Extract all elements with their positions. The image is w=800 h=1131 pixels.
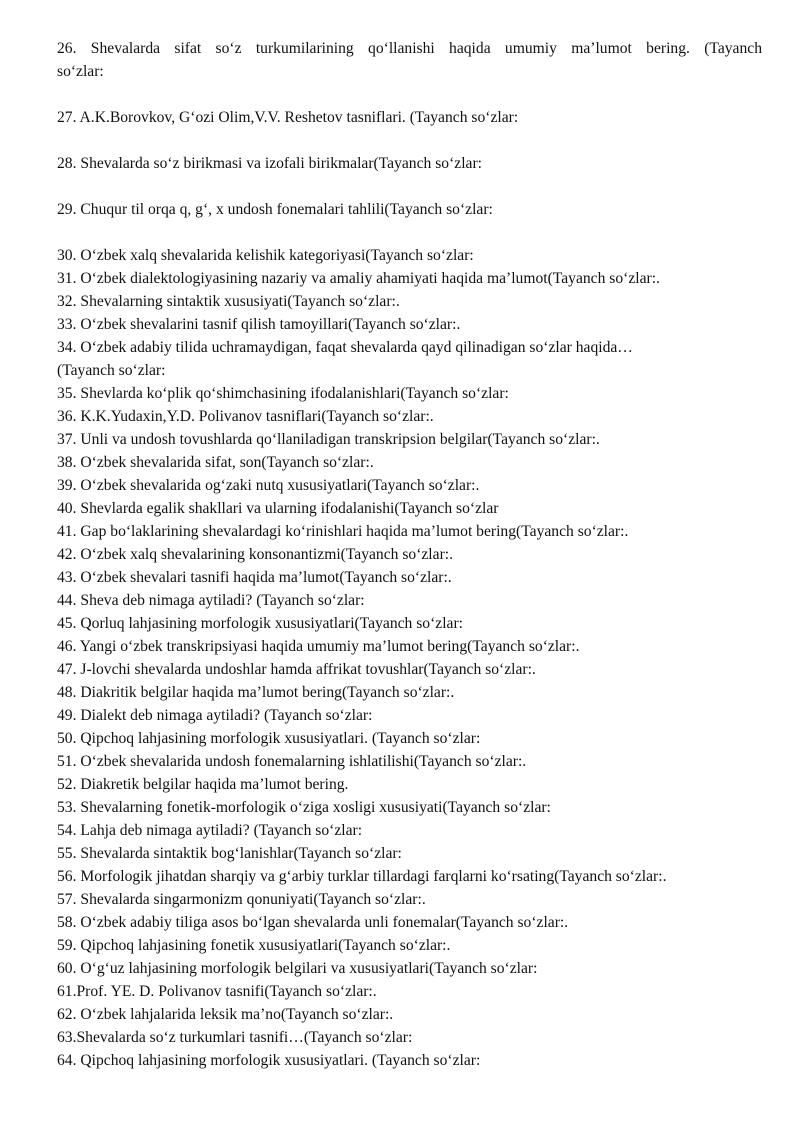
question-line: 31. O‘zbek dialektologiyasining nazariy va amaliy ahamiyati haqida ma’lumot(Tayanch so‘zlar:. (57, 270, 660, 287)
question-line: 62. O‘zbek lahjalarida leksik ma’no(Tayanch so‘zlar:. (57, 1006, 394, 1023)
question-line: 32. Shevalarning sintaktik xususiyati(Tayanch so‘zlar:. (57, 293, 400, 310)
question-line: 57. Shevalarda singarmonizm qonuniyati(Tayanch so‘zlar:. (57, 891, 426, 908)
blank-line (57, 83, 762, 106)
question-line: 58. O‘zbek adabiy tiliga asos bo‘lgan shevalarda unli fonemalar(Tayanch so‘zlar:. (57, 914, 569, 931)
question-line: 29. Chuqur til orqa q, g‘, x undosh fonemalari tahlili(Tayanch so‘zlar: (57, 201, 493, 218)
question-line: 55. Shevalarda sintaktik bog‘lanishlar(Tayanch so‘zlar: (57, 845, 402, 862)
question-line: 39. O‘zbek shevalarida og‘zaki nutq xususiyatlari(Tayanch so‘zlar:. (57, 477, 480, 494)
question-line: 54. Lahja deb nimaga aytiladi? (Tayanch so‘zlar: (57, 822, 363, 839)
question-line: 36. K.K.Yudaxin,Y.D. Polivanov tasniflari(Tayanch so‘zlar:. (57, 408, 434, 425)
question-line: 42. O‘zbek xalq shevalarining konsonantizmi(Tayanch so‘zlar:. (57, 546, 453, 563)
question-line: 38. O‘zbek shevalarida sifat, son(Tayanch so‘zlar:. (57, 454, 374, 471)
question-line: 40. Shevlarda egalik shakllari va ularning ifodalanishi(Tayanch so‘zlar (57, 500, 499, 517)
question-line: 45. Qorluq lahjasining morfologik xususiyatlari(Tayanch so‘zlar: (57, 615, 463, 632)
question-line: 46. Yangi o‘zbek transkripsiyasi haqida umumiy ma’lumot bering(Tayanch so‘zlar:. (57, 638, 580, 655)
question-line: 41. Gap bo‘laklarining shevalardagi ko‘rinishlari haqida ma’lumot bering(Tayanch so‘zlar:. (57, 523, 629, 540)
question-line: 35. Shevlarda ko‘plik qo‘shimchasining ifodalanishlari(Tayanch so‘zlar: (57, 385, 509, 402)
question-line: 59. Qipchoq lahjasining fonetik xususiyatlari(Tayanch so‘zlar:. (57, 937, 451, 954)
question-line: 64. Qipchoq lahjasining morfologik xususiyatlari. (Tayanch so‘zlar: (57, 1052, 481, 1069)
question-line: 48. Diakritik belgilar haqida ma’lumot bering(Tayanch so‘zlar:. (57, 684, 455, 701)
question-line: 26. Shevalarda sifat so‘z turkumilarining qo‘llanishi haqida umumiy ma’lumot bering. (Tayanch (57, 40, 762, 57)
blank-line (57, 221, 762, 244)
question-line: 27. A.K.Borovkov, G‘ozi Olim,V.V. Reshetov tasniflari. (Tayanch so‘zlar: (57, 109, 519, 126)
question-line: 37. Unli va undosh tovushlarda qo‘llaniladigan transkripsion belgilar(Tayanch so‘zlar:. (57, 431, 600, 448)
question-line: 47. J-lovchi shevalarda undoshlar hamda affrikat tovushlar(Tayanch so‘zlar:. (57, 661, 536, 678)
question-line: 28. Shevalarda so‘z birikmasi va izofali birikmalar(Tayanch so‘zlar: (57, 155, 482, 172)
question-line: 30. O‘zbek xalq shevalarida kelishik kategoriyasi(Tayanch so‘zlar: (57, 247, 474, 264)
question-line: 60. O‘g‘uz lahjasining morfologik belgilari va xususiyatlari(Tayanch so‘zlar: (57, 960, 538, 977)
question-line: 63.Shevalarda so‘z turkumlari tasnifi…(Tayanch so‘zlar: (57, 1029, 413, 1046)
question-line: 53. Shevalarning fonetik-morfologik o‘ziga xosligi xususiyati(Tayanch so‘zlar: (57, 799, 551, 816)
question-line: 44. Sheva deb nimaga aytiladi? (Tayanch so‘zlar: (57, 592, 365, 609)
question-line: 50. Qipchoq lahjasining morfologik xususiyatlari. (Tayanch so‘zlar: (57, 730, 481, 747)
question-line: 56. Morfologik jihatdan sharqiy va g‘arbiy turklar tillardagi farqlarni ko‘rsating(Tayanch so‘zlar:. (57, 868, 667, 885)
question-line: 51. O‘zbek shevalarida undosh fonemalarning ishlatilishi(Tayanch so‘zlar:. (57, 753, 527, 770)
question-line: 33. O‘zbek shevalarini tasnif qilish tamoyillari(Tayanch so‘zlar:. (57, 316, 461, 333)
blank-line (57, 129, 762, 152)
question-line: so‘zlar: (57, 63, 104, 80)
question-line: 43. O‘zbek shevalari tasnifi haqida ma’lumot(Tayanch so‘zlar:. (57, 569, 452, 586)
question-line: 52. Diakretik belgilar haqida ma’lumot bering. (57, 776, 349, 793)
question-line: 61.Prof. YE. D. Polivanov tasnifi(Tayanch so‘zlar:. (57, 983, 377, 1000)
document-page (57, 37, 762, 1072)
blank-line (57, 175, 762, 198)
question-line: 34. O‘zbek adabiy tilida uchramaydigan, faqat shevalarda qayd qilinadigan so‘zlar haqida… (57, 339, 633, 356)
question-line: 49. Dialekt deb nimaga aytiladi? (Tayanch so‘zlar: (57, 707, 373, 724)
question-line: (Tayanch so‘zlar: (57, 362, 166, 379)
